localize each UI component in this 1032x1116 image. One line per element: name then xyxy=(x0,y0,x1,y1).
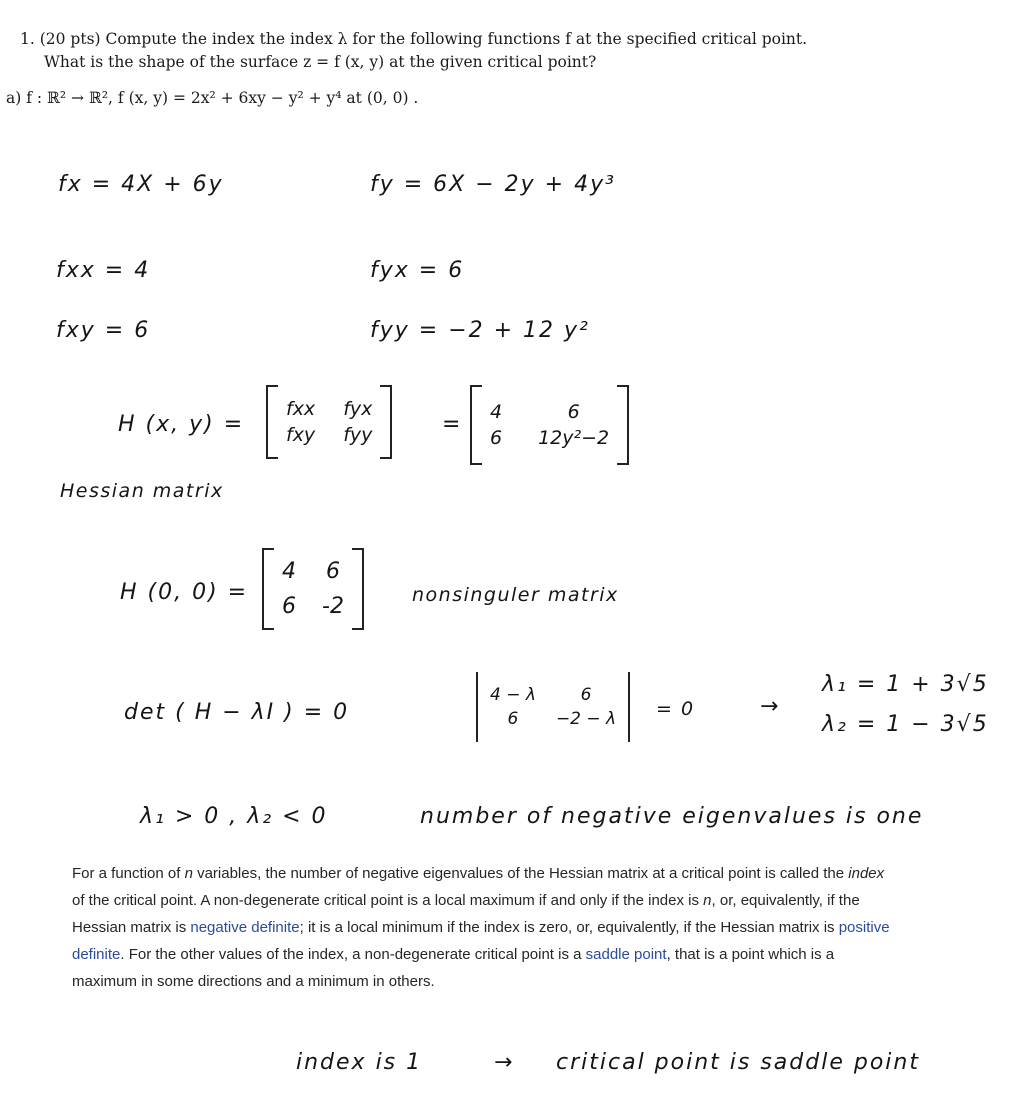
matrix-cell: 6 xyxy=(567,401,580,423)
note-text: variables, the number of negative eigenvalues of the Hessian matrix at a critical point is called the xyxy=(192,865,849,882)
fxx-equation: fxx = 4 xyxy=(56,258,151,283)
left-bracket xyxy=(470,385,482,465)
lambda2: λ₂ = 1 − 3√5 xyxy=(822,712,989,737)
conclusion-index: index is 1 xyxy=(296,1050,423,1075)
matrix-cell: 6 xyxy=(490,427,503,449)
note-text: . For the other values of the index, a non-degenerate critical point is a xyxy=(120,946,586,963)
problem-line-1: 1. (20 pts) Compute the index the index λ for the following functions f at the specified critical point. xyxy=(20,30,808,48)
note-text: , that is a point which is a maximum in some directions and a minimum in others. xyxy=(72,946,835,990)
left-bracket xyxy=(266,385,278,459)
matrix-cell: 4 xyxy=(490,401,503,423)
det-right-bar xyxy=(628,672,630,742)
nonsingular-note: nonsinguler matrix xyxy=(412,584,619,606)
matrix-cell: fyx xyxy=(343,398,373,420)
matrix-cell: 12y²−2 xyxy=(538,427,610,449)
eigen-signs: λ₁ > 0 , λ₂ < 0 xyxy=(140,804,328,829)
matrix-cell: 6 xyxy=(507,709,519,729)
conclusion-saddle: critical point is saddle point xyxy=(556,1050,920,1075)
matrix-cell: 4 xyxy=(282,559,296,584)
det-equation: det ( H − λI ) = 0 xyxy=(124,700,350,725)
matrix-cell: fyy xyxy=(343,424,373,446)
matrix-cell: 6 xyxy=(580,685,592,705)
right-bracket xyxy=(380,385,392,459)
matrix-cell: fxx xyxy=(286,398,316,420)
hessian-symbolic-matrix xyxy=(266,385,392,459)
link-saddle-point[interactable]: saddle point xyxy=(585,946,667,963)
right-bracket xyxy=(352,548,364,630)
arrow-icon: → xyxy=(760,694,781,719)
hessian-value-matrix xyxy=(470,385,629,465)
problem-part-a: a) f : ℝ² → ℝ², f (x, y) = 2x² + 6xy − y² + y⁴ at (0, 0) . xyxy=(6,89,419,107)
matrix-cell: fxy xyxy=(286,424,316,446)
hessian-label: Hessian matrix xyxy=(60,480,224,502)
negative-count: number of negative eigenvalues is one xyxy=(420,804,924,829)
matrix-cell: −2 − λ xyxy=(555,709,617,729)
fyx-equation: fyx = 6 xyxy=(370,258,465,283)
det-matrix xyxy=(476,672,630,742)
right-bracket xyxy=(617,385,629,465)
fyy-equation: fyy = −2 + 12 y² xyxy=(370,318,590,343)
note-text: of the critical point. A non-degenerate critical point is a local maximum if and only if the index is xyxy=(72,892,704,909)
det-zero: = 0 xyxy=(656,698,695,720)
matrix-cell: 6 xyxy=(282,594,296,619)
lambda1: λ₁ = 1 + 3√5 xyxy=(822,672,989,697)
left-bracket xyxy=(262,548,274,630)
note-n: n xyxy=(703,892,712,909)
link-positive-definite[interactable]: positive definite xyxy=(72,919,890,963)
fxy-equation: fxy = 6 xyxy=(56,318,151,343)
h00-lhs: H (0, 0) = xyxy=(120,580,249,605)
hessian-lhs: H (x, y) = xyxy=(118,412,245,437)
index-definition-note xyxy=(72,860,892,995)
link-negative-definite[interactable]: negative definite xyxy=(190,919,300,936)
matrix-cell: 4 − λ xyxy=(490,685,536,705)
h00-matrix xyxy=(262,548,364,630)
hessian-equals: = xyxy=(442,412,463,437)
note-text: , or, equivalently, if the Hessian matrix is xyxy=(72,892,860,936)
fy-equation: fy = 6X − 2y + 4y³ xyxy=(370,172,616,197)
note-text: ; it is a local minimum if the index is zero, or, equivalently, if the Hessian matrix is xyxy=(299,919,839,936)
fx-equation: fx = 4X + 6y xyxy=(58,172,224,197)
arrow-icon: → xyxy=(494,1050,515,1075)
note-text: For a function of xyxy=(72,865,185,882)
matrix-cell: 6 xyxy=(325,559,340,584)
problem-line-2: What is the shape of the surface z = f (x, y) at the given critical point? xyxy=(44,53,597,71)
note-index: index xyxy=(848,865,885,882)
matrix-cell: -2 xyxy=(322,594,344,619)
note-n: n xyxy=(184,865,193,882)
